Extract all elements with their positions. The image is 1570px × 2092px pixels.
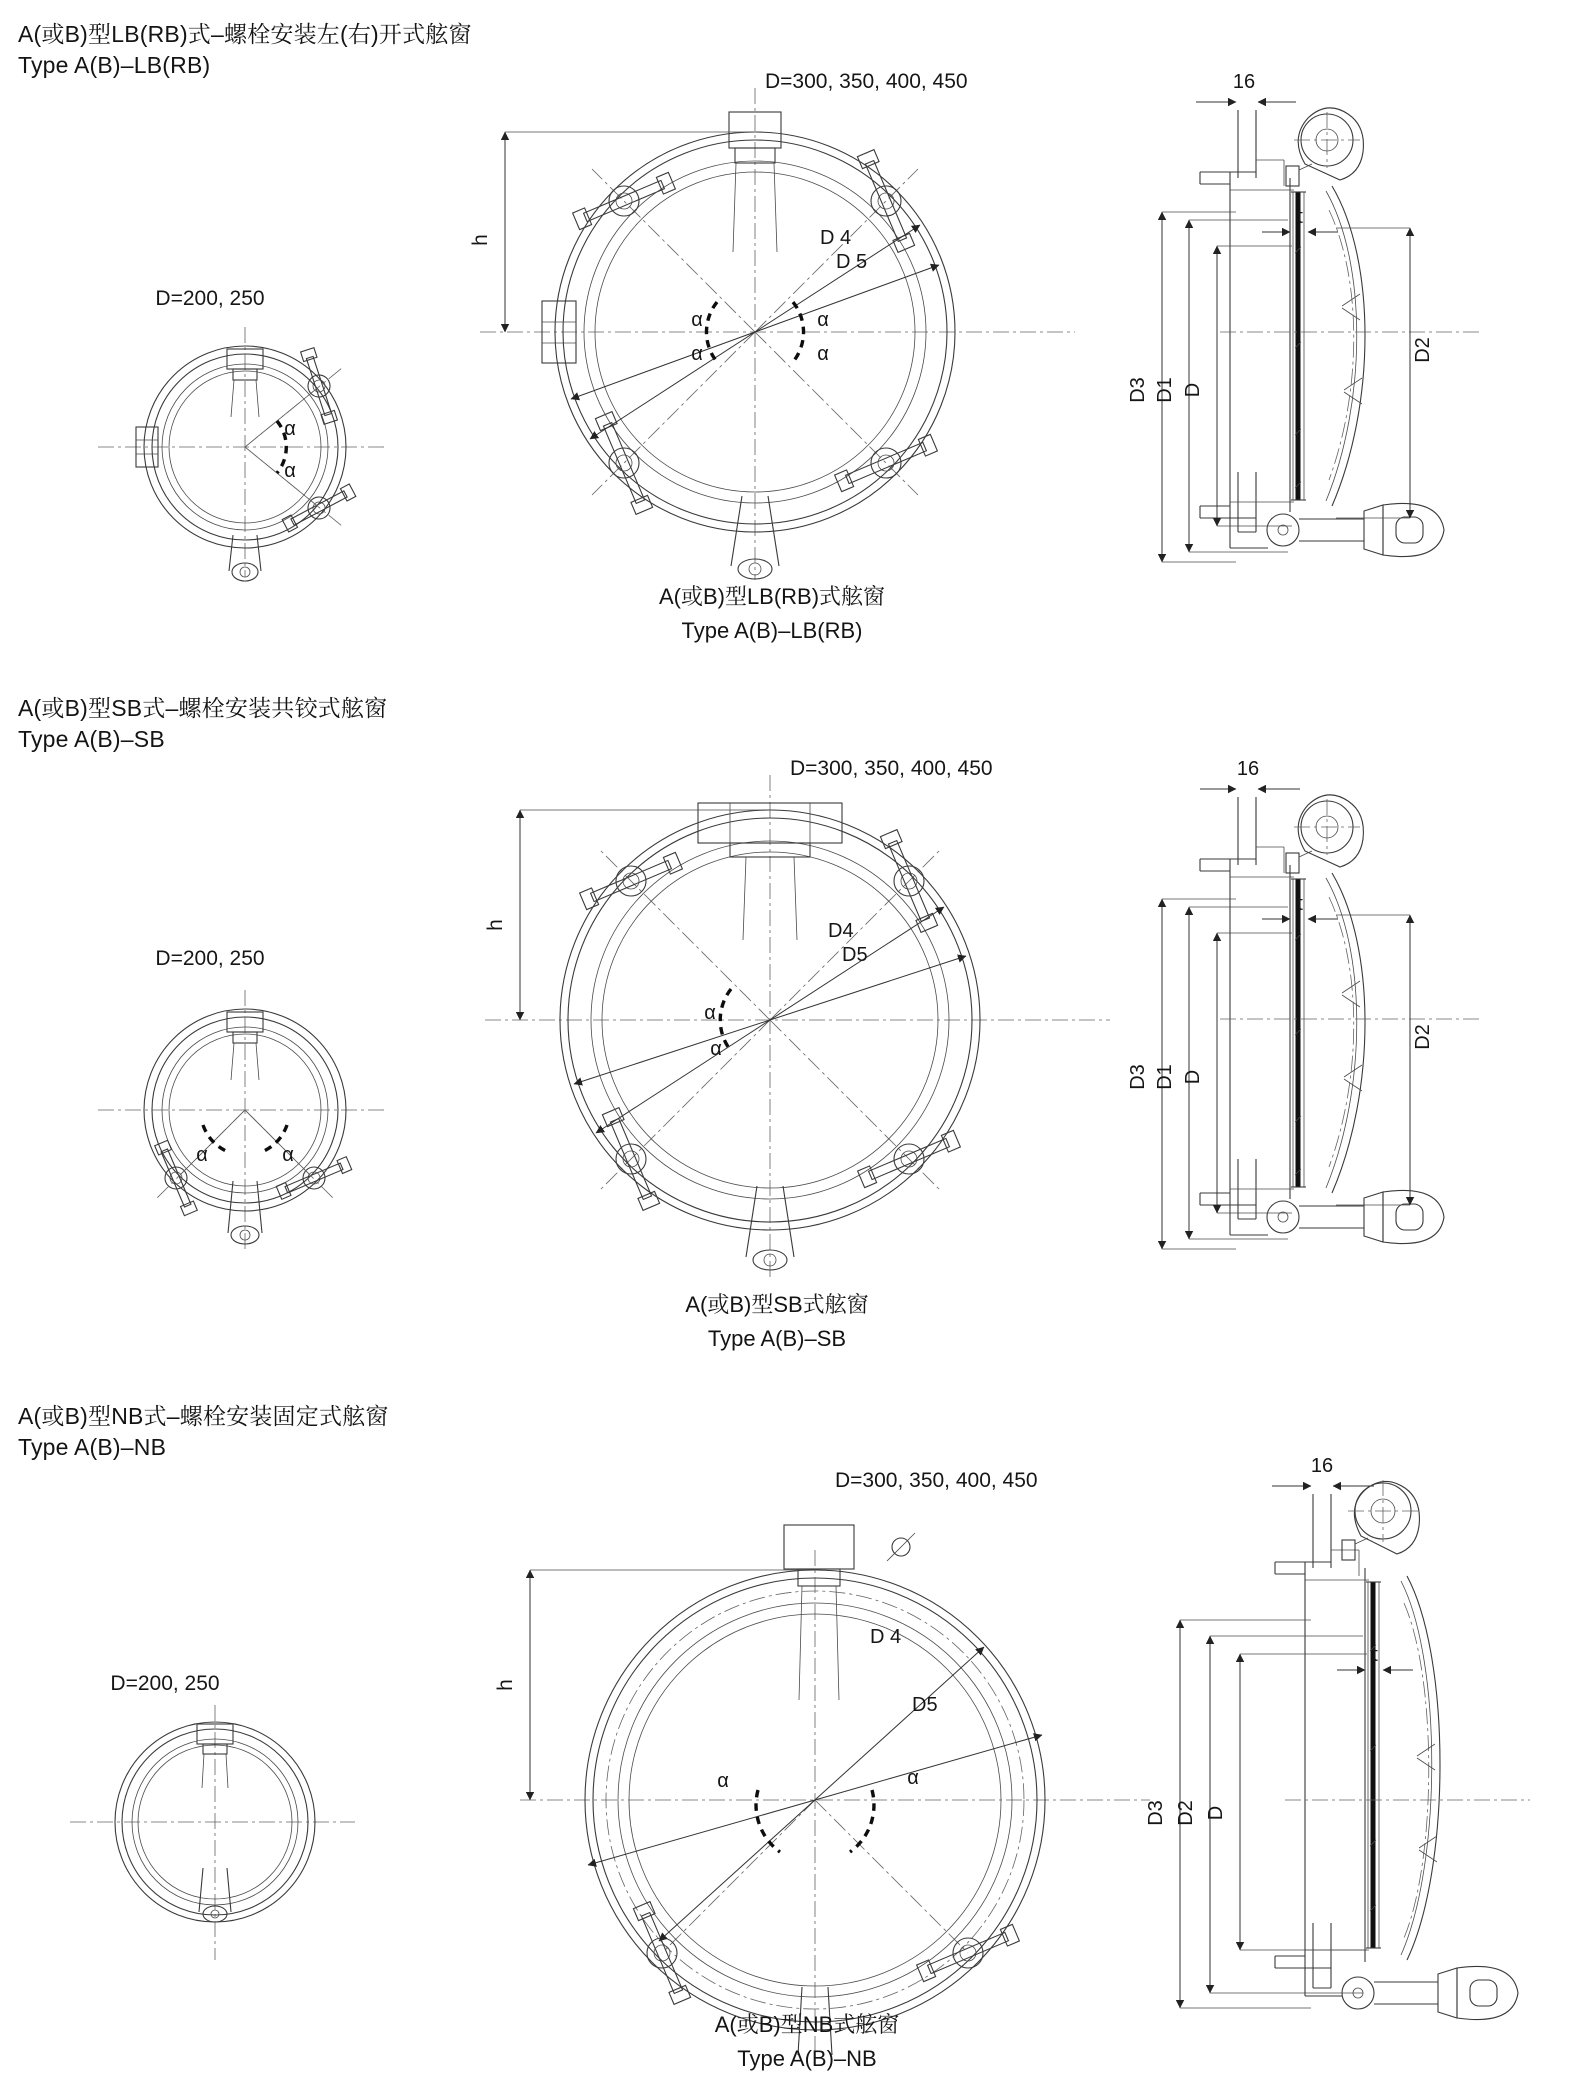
glass-thickness-label: t bbox=[1372, 1644, 1378, 1666]
deadlight-cover bbox=[1326, 873, 1365, 1193]
s3-large-front-view bbox=[450, 1455, 1170, 2060]
deadlight-cover bbox=[1401, 1576, 1440, 1960]
s1-small-diameter-label: D=200, 250 bbox=[155, 287, 265, 310]
section2-title-en: Type A(B)–SB bbox=[18, 726, 165, 752]
d-label: D bbox=[1205, 1805, 1227, 1821]
s1-large-diameter-label: D=300, 350, 400, 450 bbox=[765, 70, 968, 93]
alpha-arc bbox=[850, 1790, 874, 1852]
s2-small-diameter-label: D=200, 250 bbox=[155, 947, 265, 970]
alpha-label: α bbox=[817, 343, 829, 365]
h-label: h bbox=[469, 234, 492, 246]
hinge-knuckle bbox=[1286, 108, 1363, 186]
hinge-tab bbox=[784, 1525, 854, 1700]
d-label: D bbox=[1182, 1069, 1204, 1085]
alpha-label: α bbox=[704, 1002, 716, 1024]
s3-large-diameter-label: D=300, 350, 400, 450 bbox=[835, 1469, 1038, 1492]
swing-bolt bbox=[1230, 503, 1444, 556]
s1-large-front-view bbox=[430, 60, 1090, 590]
hinge-knuckle bbox=[1286, 795, 1363, 873]
section1-title-en: Type A(B)–LB(RB) bbox=[18, 52, 211, 78]
alpha-label: α bbox=[691, 309, 703, 331]
section2-title-zh: A(或B)型SB式–螺栓安装共铰式舷窗 bbox=[18, 695, 388, 721]
s2-cross-section-view bbox=[1080, 745, 1500, 1270]
s2-large-front-view bbox=[430, 745, 1120, 1290]
section3-title-zh: A(或B)型NB式–螺栓安装固定式舷窗 bbox=[18, 1403, 389, 1429]
section3-caption-zh: A(或B)型NB式舷窗 bbox=[714, 2012, 900, 2037]
shell-plate bbox=[1238, 110, 1256, 532]
d2-label: D2 bbox=[1412, 1024, 1434, 1050]
bolt-hole-symbol bbox=[887, 1533, 915, 1561]
h-label: h bbox=[484, 919, 507, 931]
d4-label: D 4 bbox=[870, 1626, 902, 1648]
alpha-label: α bbox=[717, 1770, 729, 1792]
d2-label: D2 bbox=[1175, 1800, 1197, 1826]
shell-plate bbox=[1313, 1494, 1331, 1988]
section1-caption-en: Type A(B)–LB(RB) bbox=[681, 618, 863, 643]
glass-thickness-label: t bbox=[1297, 893, 1303, 915]
section1-caption-zh: A(或B)型LB(RB)式舷窗 bbox=[658, 584, 886, 609]
swing-bolt bbox=[1230, 1190, 1444, 1243]
section2-caption-zh: A(或B)型SB式舷窗 bbox=[685, 1292, 869, 1317]
s3-small-front-view bbox=[55, 1660, 375, 1980]
s2-large-diameter-label: D=300, 350, 400, 450 bbox=[790, 757, 993, 780]
s1-small-front-view bbox=[80, 275, 400, 585]
d2-label: D2 bbox=[1412, 337, 1434, 363]
d4-label: D 4 bbox=[820, 227, 852, 249]
hinge-knuckle bbox=[1342, 1480, 1419, 1560]
plate-width-label: 16 bbox=[1232, 71, 1256, 93]
alpha-label: α bbox=[284, 418, 296, 440]
frame-ring bbox=[1200, 847, 1294, 1205]
alpha-label: α bbox=[691, 343, 703, 365]
deadlight-cover bbox=[1326, 186, 1365, 506]
s3-cross-section-view bbox=[1080, 1448, 1540, 2073]
alpha-label: α bbox=[710, 1038, 722, 1060]
d5-label: D5 bbox=[842, 944, 868, 966]
plate-width-label: 16 bbox=[1310, 1455, 1334, 1477]
glass-pane bbox=[1366, 1582, 1381, 1948]
section1-title-zh: A(或B)型LB(RB)式–螺栓安装左(右)开式舷窗 bbox=[18, 21, 472, 47]
frame-ring bbox=[1200, 160, 1294, 518]
s3-small-diameter-label: D=200, 250 bbox=[110, 1672, 220, 1695]
d3-label: D3 bbox=[1127, 1064, 1149, 1090]
d1-label: D1 bbox=[1154, 377, 1176, 403]
shell-plate bbox=[1238, 797, 1256, 1219]
d5-label: D 5 bbox=[836, 251, 868, 273]
d5-label: D5 bbox=[912, 1694, 938, 1716]
d3-label: D3 bbox=[1127, 377, 1149, 403]
h-label: h bbox=[494, 1679, 517, 1691]
s1-cross-section-view bbox=[1080, 60, 1500, 580]
d1-label: D1 bbox=[1154, 1064, 1176, 1090]
section3-title-en: Type A(B)–NB bbox=[18, 1434, 167, 1460]
d4-label: D4 bbox=[828, 920, 854, 942]
glass-pane bbox=[1291, 879, 1306, 1187]
d-label: D bbox=[1182, 382, 1204, 398]
plate-width-label: 16 bbox=[1236, 758, 1260, 780]
section3-caption-en: Type A(B)–NB bbox=[737, 2046, 877, 2071]
glass-pane bbox=[1291, 192, 1306, 500]
glass-thickness-label: t bbox=[1297, 206, 1303, 228]
section2-caption-en: Type A(B)–SB bbox=[707, 1326, 847, 1351]
clamp bbox=[912, 1897, 1024, 2009]
alpha-label: α bbox=[907, 1767, 919, 1789]
alpha-label: α bbox=[284, 460, 296, 482]
frame-ring bbox=[1275, 1550, 1369, 1968]
alpha-label: α bbox=[817, 309, 829, 331]
d3-label: D3 bbox=[1145, 1800, 1167, 1826]
alpha-label: α bbox=[282, 1144, 294, 1166]
alpha-label: α bbox=[196, 1144, 208, 1166]
s2-small-front-view bbox=[80, 935, 400, 1265]
d4-dimension bbox=[659, 1647, 984, 1941]
alpha-arc bbox=[756, 1790, 780, 1852]
